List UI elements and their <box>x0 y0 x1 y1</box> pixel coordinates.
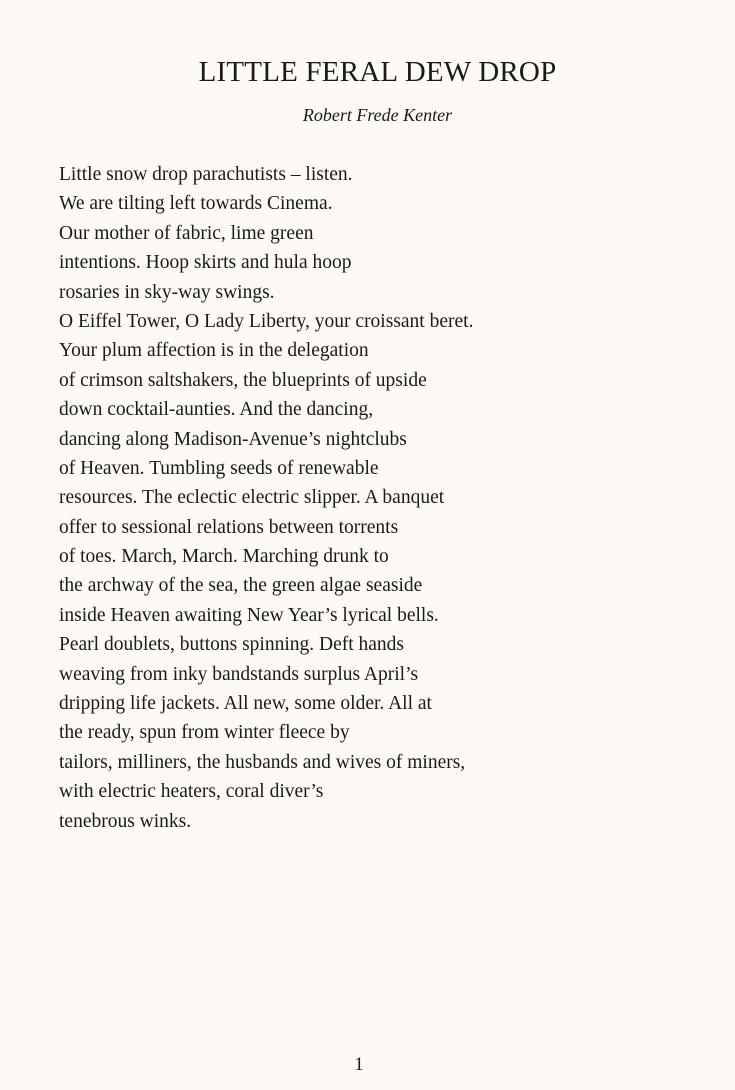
poem-line: O Eiffel Tower, O Lady Liberty, your croissant beret. <box>59 310 474 332</box>
poem-line: of crimson saltshakers, the blueprints of upside <box>59 369 427 391</box>
poem-line: Our mother of fabric, lime green <box>59 222 314 244</box>
poem-line: the ready, spun from winter fleece by <box>59 722 350 744</box>
poem-line: of Heaven. Tumbling seeds of renewable <box>59 457 379 479</box>
poem-line: Pearl doublets, buttons spinning. Deft hands <box>59 634 405 656</box>
poem-line: tailors, milliners, the husbands and wives of miners, <box>59 751 466 773</box>
poem-line: down cocktail-aunties. And the dancing, <box>59 399 374 421</box>
poem-line: resources. The eclectic electric slipper. A banquet <box>59 487 445 509</box>
poem-line: dripping life jackets. All new, some older. All at <box>59 693 432 715</box>
poem-line: rosaries in sky-way swings. <box>59 281 275 303</box>
page-number: 1 <box>354 1054 364 1075</box>
poem-line: We are tilting left towards Cinema. <box>59 193 333 215</box>
poem-author: Robert Frede Kenter <box>302 105 453 125</box>
poem-line: the archway of the sea, the green algae seaside <box>59 575 423 597</box>
poem-body <box>59 160 699 836</box>
poem-line: weaving from inky bandstands surplus April’s <box>59 663 419 685</box>
poem-line: dancing along Madison-Avenue’s nightclubs <box>59 428 407 450</box>
poem-line: tenebrous winks. <box>59 810 192 832</box>
poem-title: LITTLE FERAL DEW DROP <box>198 56 557 88</box>
poem-line: of toes. March, March. Marching drunk to <box>59 546 389 568</box>
poem-line: with electric heaters, coral diver’s <box>59 781 324 803</box>
poem-line: inside Heaven awaiting New Year’s lyrical bells. <box>59 604 439 626</box>
poem-line: Your plum affection is in the delegation <box>59 340 369 362</box>
poem-line: Little snow drop parachutists – listen. <box>59 164 353 185</box>
poem-line: offer to sessional relations between torrents <box>59 516 399 538</box>
poem-line: intentions. Hoop skirts and hula hoop <box>59 252 352 274</box>
